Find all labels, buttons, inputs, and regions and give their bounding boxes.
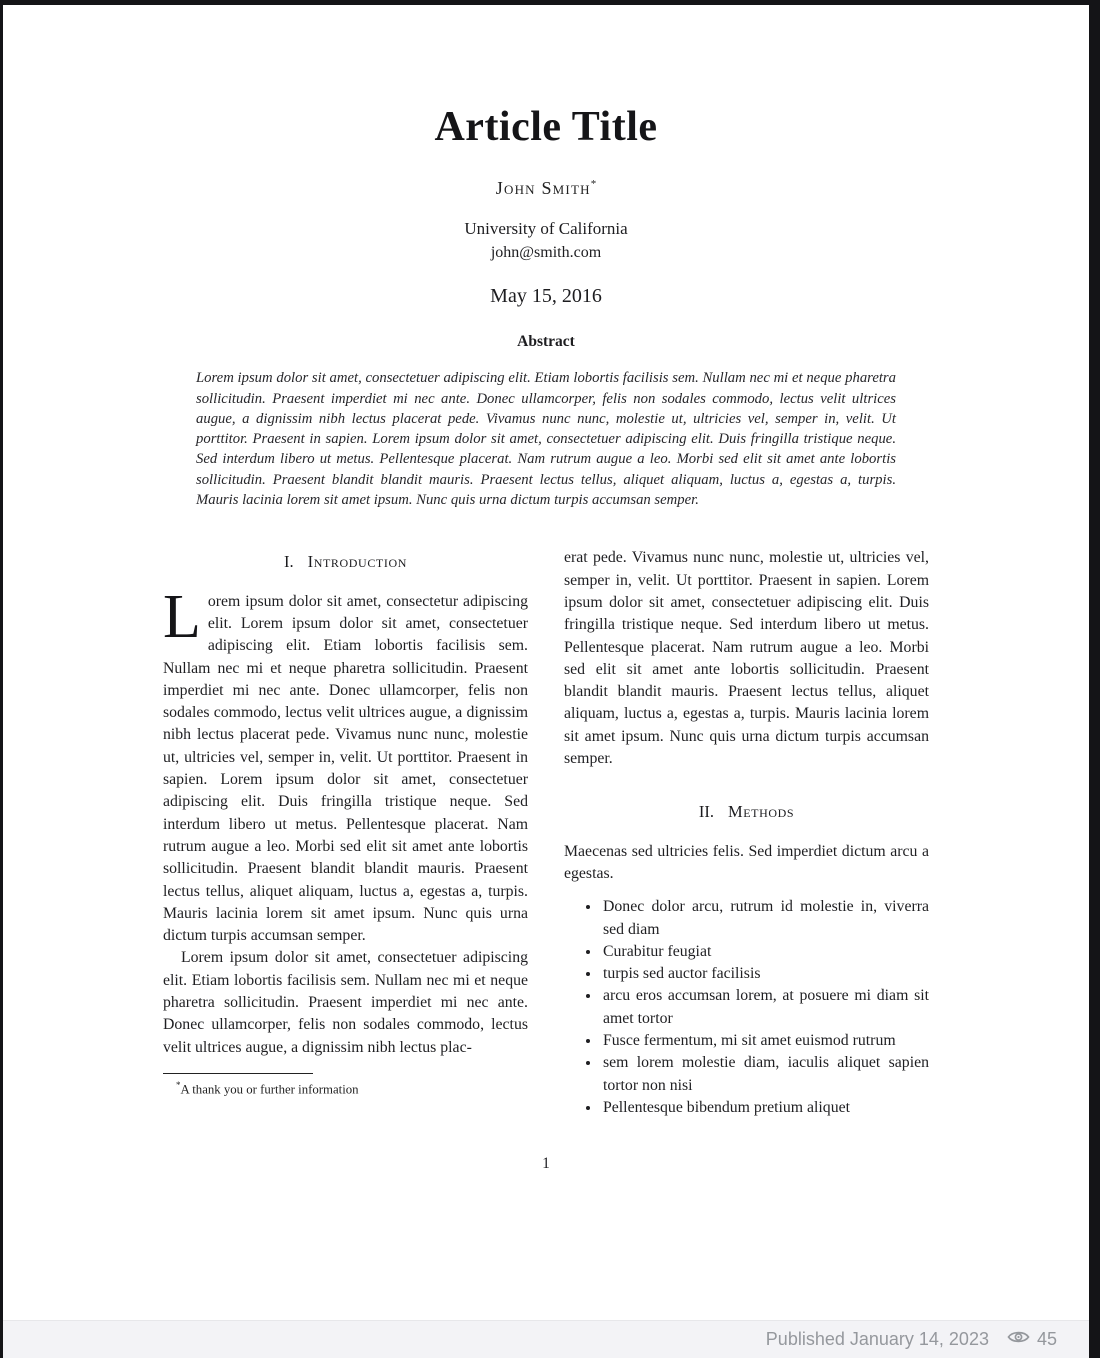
intro-paragraph-1: [163, 582, 528, 948]
published-date-label: Published January 14, 2023: [765, 1329, 989, 1349]
bullet-item: • Curabitur feugiat: [601, 941, 929, 963]
page-number: 1: [542, 1155, 550, 1173]
document-page: [3, 5, 1089, 1320]
author-line: [163, 178, 929, 199]
intro-paragraph-1-text: orem ipsum dolor sit amet, consectetur adipiscing elit. Lorem ipsum dolor sit amet, consectetuer adipiscing elit. Etiam lobortis facilisis sem. Nullam nec mi et neque pharetra sollicitudin. Praesent imperdiet mi nec ante. Donec ullamcorper, felis non sodales commodo, lectus velit ultrices augue, a dignissim nibh lectus placerat pede. Vivamus nunc nunc, molestie ut, ultricies vel, semper in, velit. Ut porttitor. Praesent in sapien. Lorem ipsum dolor sit amet, consectetuer adipiscing elit. Duis fringilla tristique neque. Sed interdum libero ut metus. Pellentesque placerat. Nam rutrum augue a leo. Morbi sed elit sit amet ante lobortis sollicitudin. Praesent blandit blandit mauris. Praesent lectus tellus, aliquet aliquam, luctus a, egestas a, turpis. Mauris lacinia lorem sit amet ipsum. Nunc quis urna dictum turpis accumsan semper.: [163, 592, 528, 945]
author-email: john@smith.com: [490, 244, 602, 262]
bullet-item: • turpis sed auctor facilisis: [601, 963, 929, 985]
footnote-text: [163, 1077, 528, 1097]
section-number: I.: [284, 552, 294, 572]
article-date: May 15, 2016: [490, 285, 602, 308]
bullet-item: • sem lorem molestie diam, iaculis aliquet sapien tortor non nisi: [601, 1052, 929, 1097]
viewer-footer-bar: [3, 1320, 1089, 1358]
bullet-item: • Donec dolor arcu, rutrum id molestie in, viverra sed diam: [601, 896, 929, 941]
abstract-heading: Abstract: [517, 333, 575, 351]
article-title: Article Title: [434, 104, 658, 150]
footnote: [163, 1073, 528, 1097]
left-column: [163, 547, 528, 1119]
methods-intro: Maecenas sed ultricies felis. Sed imperdiet dictum arcu a egestas.: [564, 842, 929, 882]
footnote-body: A thank you or further information: [180, 1082, 359, 1097]
author-name: John Smith: [495, 178, 591, 199]
drop-cap: L: [163, 582, 201, 651]
section-name: Introduction: [307, 552, 407, 572]
eye-icon: [1007, 1329, 1030, 1350]
bullet-item: • Pellentesque bibendum pretium aliquet: [601, 1097, 929, 1119]
view-count: 45: [1036, 1329, 1057, 1349]
footnote-marker: *: [176, 1079, 181, 1090]
bullet-item: • Fusce fermentum, mi sit amet euismod rutrum: [601, 1030, 929, 1052]
author-footnote-marker: *: [590, 178, 597, 191]
methods-bullet-list: [564, 896, 929, 1119]
affiliation: University of California: [464, 219, 628, 239]
abstract-text: Lorem ipsum dolor sit amet, consectetuer adipiscing elit. Etiam lobortis facilisis sem. Nullam nec mi et neque pharetra sollicitudin. Praesent imperdiet mi nec ante. Donec ullamcorper, felis non sodales commodo, lectus velit ultrices augue, a dignissim nibh lectus placerat pede. Vivamus nunc nunc, molestie ut, ultricies vel, semper in, velit. Ut porttitor. Praesent in sapien. Lorem ipsum dolor sit amet, consectetuer adipiscing elit. Duis fringilla tristique neque. Sed interdum libero ut metus. Pellentesque placerat. Nam rutrum augue a leo. Morbi sed elit sit amet ante lobortis sollicitudin. Praesent blandit blandit mauris. Praesent lectus tellus, aliquet aliquam, luctus a, egestas a, turpis. Mauris lacinia lorem sit amet ipsum. Nunc quis urna dictum turpis accumsan semper.: [196, 370, 896, 509]
two-column-body: [163, 547, 929, 1119]
section-heading-methods: [564, 801, 929, 823]
bullet-item: • arcu eros accumsan lorem, at posuere mi diam sit amet tortor: [601, 985, 929, 1030]
article: [163, 5, 929, 1173]
section-heading-introduction: [163, 551, 528, 573]
right-column: [564, 547, 929, 1119]
intro-paragraph-2: Lorem ipsum dolor sit amet, consectetuer adipiscing elit. Etiam lobortis facilisis sem. Nullam nec mi et neque pharetra sollicitudin. Praesent imperdiet mi nec ante. Donec ullamcorper, felis non sodales commodo, lectus velit ultrices augue, a dignissim nibh lectus plac-: [163, 949, 528, 1056]
section-name: Methods: [727, 802, 795, 822]
footnote-rule: [163, 1073, 313, 1074]
section-number: II.: [698, 802, 714, 822]
intro-paragraph-2-continuation: erat pede. Vivamus nunc nunc, molestie ut, ultricies vel, semper in, velit. Ut porttitor. Praesent in sapien. Lorem ipsum dolor sit amet, consectetuer adipiscing elit. Duis fringilla tristique neque. Sed interdum libero ut metus. Pellentesque placerat. Nam rutrum augue a leo. Morbi sed elit sit amet ante lobortis sollicitudin. Praesent blandit blandit mauris. Praesent lectus tellus, aliquet aliquam, luctus a, egestas a, turpis. Mauris lacinia lorem sit amet ipsum. Nunc quis urna dictum turpis accumsan semper.: [564, 549, 929, 768]
view-counter: [1007, 1329, 1057, 1350]
